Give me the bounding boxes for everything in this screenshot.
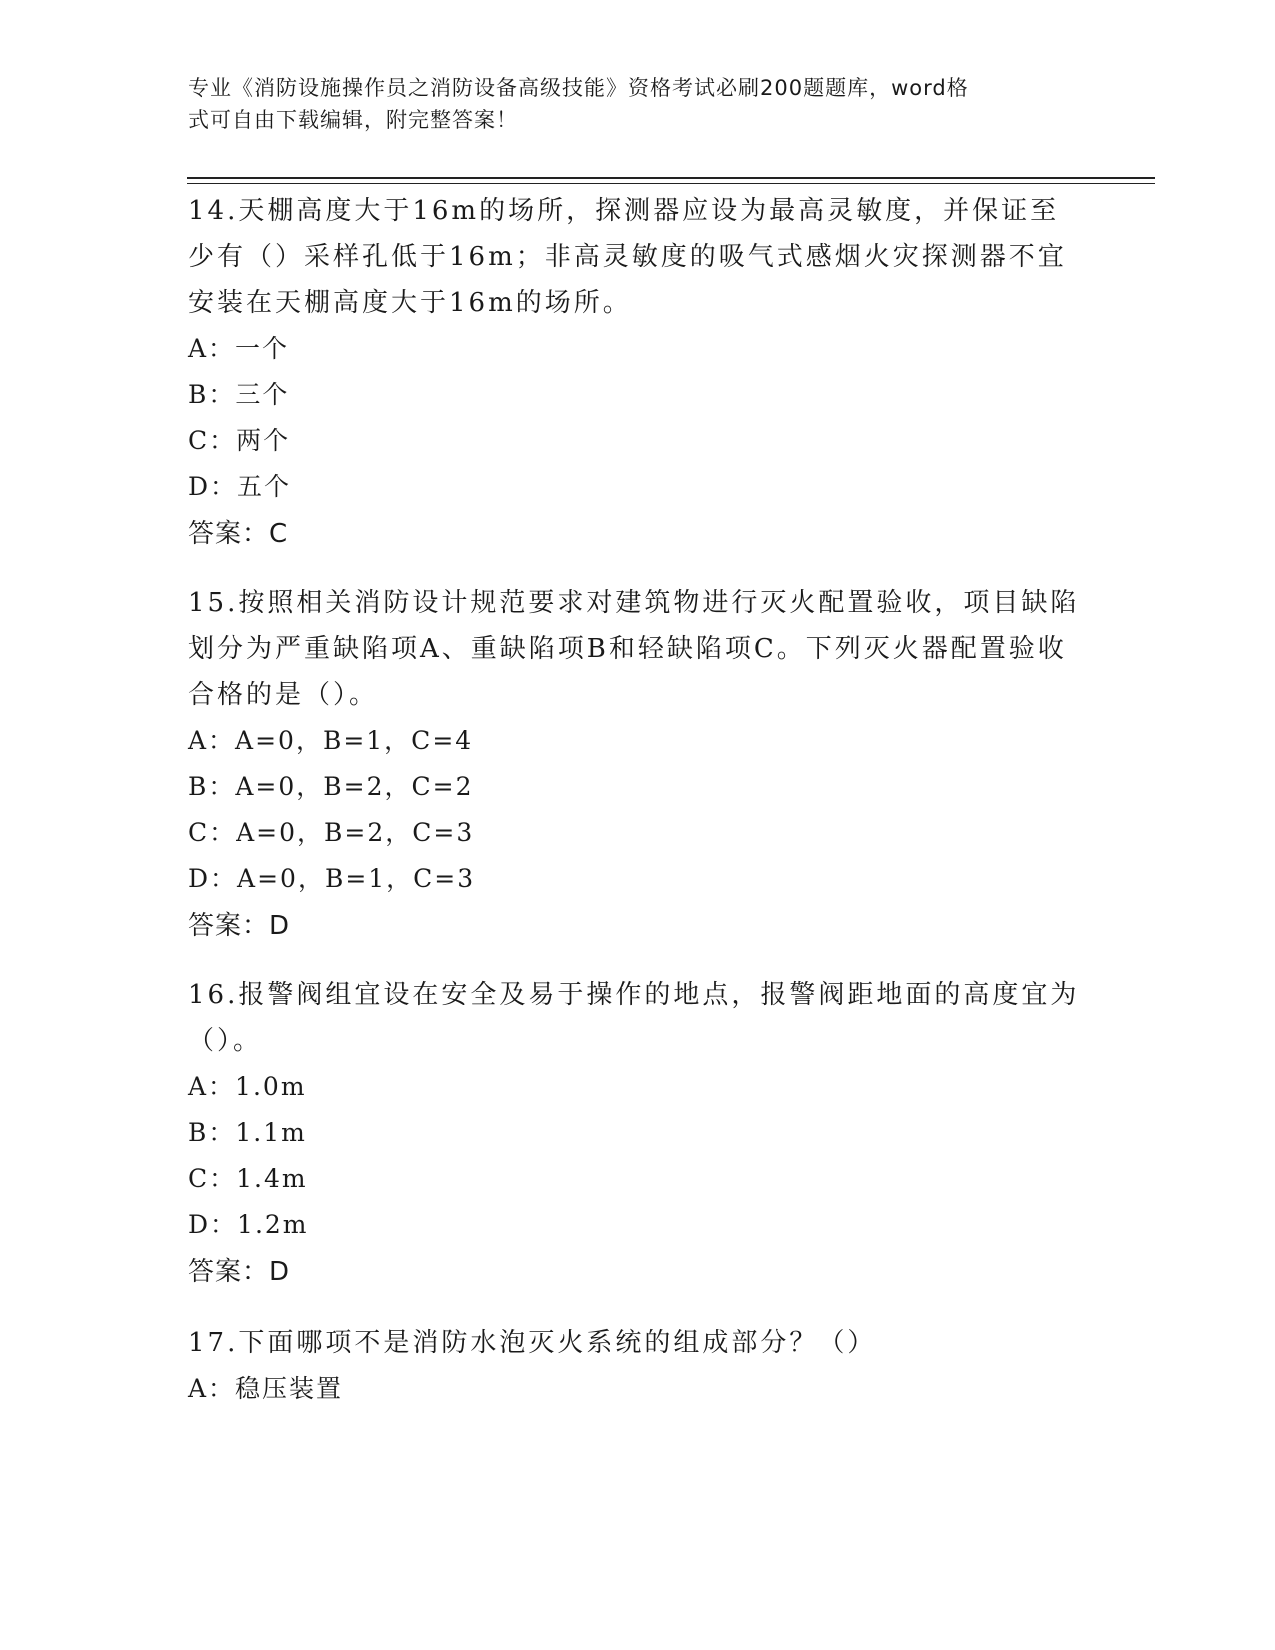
header-line-1: 专业《消防设施操作员之消防设备高级技能》资格考试必刷200题题库，word格 bbox=[188, 76, 969, 100]
answer: 答案：C bbox=[188, 519, 289, 549]
header-divider-thin bbox=[187, 183, 1155, 184]
option-c: C：两个 bbox=[188, 426, 291, 455]
question-stem: 16.报警阀组宜设在安全及易于操作的地点，报警阀距地面的高度宜为（）。 bbox=[188, 980, 1080, 1056]
answer: 答案：D bbox=[188, 1257, 291, 1287]
option-d: D：1.2m bbox=[188, 1210, 309, 1239]
option-a: A：一个 bbox=[188, 334, 290, 363]
option-a: A：稳压装置 bbox=[188, 1374, 344, 1403]
option-a: A：1.0m bbox=[188, 1072, 307, 1101]
option-d: D：A=0，B=1，C=3 bbox=[188, 864, 476, 893]
header-divider-thick bbox=[187, 177, 1155, 179]
option-a: A：A=0，B=1，C=4 bbox=[188, 726, 474, 755]
option-c: C：A=0，B=2，C=3 bbox=[188, 818, 475, 847]
answer: 答案：D bbox=[188, 911, 291, 941]
option-b: B：A=0，B=2，C=2 bbox=[188, 772, 474, 801]
header-line-2: 式可自由下载编辑，附完整答案！ bbox=[188, 108, 518, 132]
question-14 bbox=[188, 188, 1088, 556]
question-16 bbox=[188, 972, 1088, 1294]
option-c: C：1.4m bbox=[188, 1164, 308, 1193]
question-stem: 15.按照相关消防设计规范要求对建筑物进行灭火配置验收，项目缺陷划分为严重缺陷项A、重缺陷项B和轻缺陷项C。下列灭火器配置验收合格的是（）。 bbox=[188, 588, 1080, 710]
option-d: D：五个 bbox=[188, 472, 292, 501]
question-15 bbox=[188, 580, 1088, 948]
question-stem: 14.天棚高度大于16m的场所，探测器应设为最高灵敏度，并保证至少有（）采样孔低于16m；非高灵敏度的吸气式感烟火灾探测器不宜安装在天棚高度大于16m的场所。 bbox=[188, 196, 1067, 318]
option-b: B：三个 bbox=[188, 380, 290, 409]
question-stem: 17.下面哪项不是消防水泡灭火系统的组成部分？（） bbox=[188, 1328, 877, 1358]
option-b: B：1.1m bbox=[188, 1118, 307, 1147]
document-header bbox=[188, 72, 1068, 136]
question-17 bbox=[188, 1320, 1088, 1412]
